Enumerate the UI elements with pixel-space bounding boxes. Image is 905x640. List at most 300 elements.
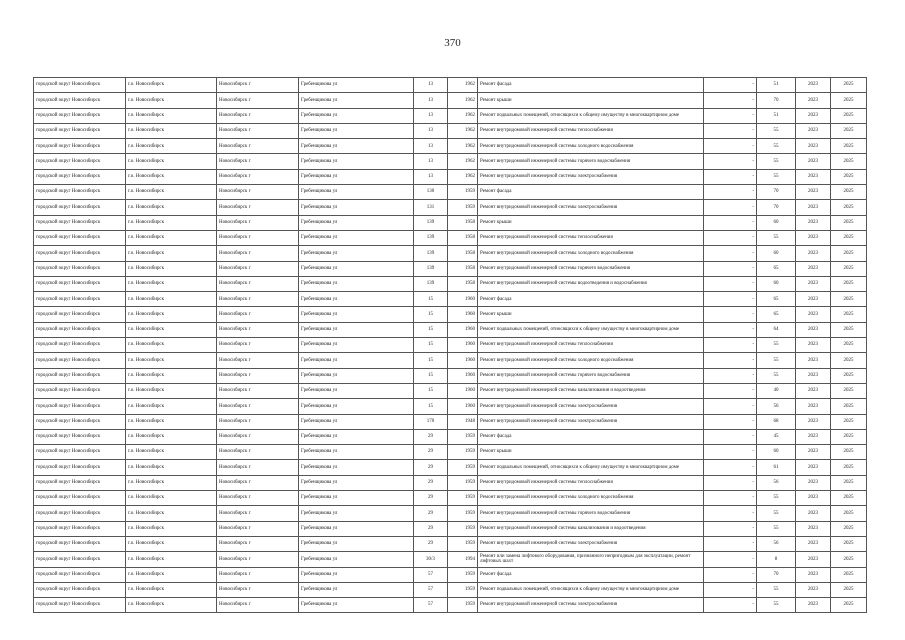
table-row	[34, 353, 867, 368]
go-cell: г.о. Новосибирск	[126, 230, 217, 245]
start-year-cell: 2023	[796, 123, 831, 138]
house-number-cell: 130	[414, 185, 448, 200]
build-year-cell: 1948	[448, 414, 478, 429]
work-type-cell: Ремонт внутридомовой инженерной системы теплоснабжения	[478, 230, 704, 245]
street-cell: Гребенщикова ул	[299, 491, 414, 506]
house-number-cell: 13	[414, 139, 448, 154]
cost-cell: 55	[757, 491, 796, 506]
go-cell: г.о. Новосибирск	[126, 215, 217, 230]
dash-cell: -	[704, 123, 757, 138]
build-year-cell: 1960	[448, 322, 478, 337]
go-cell: г.о. Новосибирск	[126, 506, 217, 521]
cost-cell: 56	[757, 475, 796, 490]
cost-cell: 61	[757, 460, 796, 475]
work-type-cell: Ремонт внутридомовой инженерной системы холодного водоснабжения	[478, 139, 704, 154]
city-cell: Новосибирск г	[217, 261, 299, 276]
house-number-cell: 15	[414, 399, 448, 414]
end-year-cell: 2025	[831, 506, 867, 521]
build-year-cell: 1959	[448, 460, 478, 475]
dash-cell: -	[704, 491, 757, 506]
build-year-cell: 1959	[448, 445, 478, 460]
start-year-cell: 2023	[796, 246, 831, 261]
house-number-cell: 15	[414, 338, 448, 353]
street-cell: Гребенщикова ул	[299, 108, 414, 123]
start-year-cell: 2023	[796, 506, 831, 521]
work-type-cell: Ремонт внутридомовой инженерной системы теплоснабжения	[478, 338, 704, 353]
end-year-cell: 2025	[831, 246, 867, 261]
end-year-cell: 2025	[831, 475, 867, 490]
build-year-cell: 1960	[448, 292, 478, 307]
go-cell: г.о. Новосибирск	[126, 399, 217, 414]
dash-cell: -	[704, 276, 757, 291]
dash-cell: -	[704, 368, 757, 383]
okrug-cell: городской округ Новосибирск	[34, 460, 126, 475]
okrug-cell: городской округ Новосибирск	[34, 414, 126, 429]
okrug-cell: городской округ Новосибирск	[34, 276, 126, 291]
street-cell: Гребенщикова ул	[299, 169, 414, 184]
start-year-cell: 2023	[796, 292, 831, 307]
table-row	[34, 414, 867, 429]
street-cell: Гребенщикова ул	[299, 292, 414, 307]
okrug-cell: городской округ Новосибирск	[34, 429, 126, 444]
dash-cell: -	[704, 460, 757, 475]
street-cell: Гребенщикова ул	[299, 261, 414, 276]
street-cell: Гребенщикова ул	[299, 582, 414, 597]
house-number-cell: 29	[414, 429, 448, 444]
okrug-cell: городской округ Новосибирск	[34, 322, 126, 337]
dash-cell: -	[704, 552, 757, 567]
start-year-cell: 2023	[796, 368, 831, 383]
city-cell: Новосибирск г	[217, 506, 299, 521]
build-year-cell: 1959	[448, 567, 478, 582]
go-cell: г.о. Новосибирск	[126, 246, 217, 261]
cost-cell: 51	[757, 78, 796, 93]
okrug-cell: городской округ Новосибирск	[34, 598, 126, 613]
cost-cell: 55	[757, 368, 796, 383]
street-cell: Гребенщикова ул	[299, 506, 414, 521]
end-year-cell: 2025	[831, 123, 867, 138]
end-year-cell: 2025	[831, 322, 867, 337]
cost-cell: 70	[757, 185, 796, 200]
table-row	[34, 506, 867, 521]
work-type-cell: Ремонт внутридомовой инженерной системы канализования и водоотведения	[478, 383, 704, 398]
table-row	[34, 307, 867, 322]
cost-cell: 64	[757, 322, 796, 337]
street-cell: Гребенщикова ул	[299, 200, 414, 215]
city-cell: Новосибирск г	[217, 429, 299, 444]
dash-cell: -	[704, 399, 757, 414]
go-cell: г.о. Новосибирск	[126, 353, 217, 368]
street-cell: Гребенщикова ул	[299, 215, 414, 230]
work-type-cell: Ремонт фасада	[478, 78, 704, 93]
go-cell: г.о. Новосибирск	[126, 185, 217, 200]
house-number-cell: 15	[414, 292, 448, 307]
work-type-cell: Ремонт подвальных помещений, относящихся к общему имуществу в многоквартирном доме	[478, 322, 704, 337]
house-number-cell: 139	[414, 215, 448, 230]
table-row	[34, 429, 867, 444]
street-cell: Гребенщикова ул	[299, 322, 414, 337]
city-cell: Новосибирск г	[217, 322, 299, 337]
build-year-cell: 1960	[448, 307, 478, 322]
build-year-cell: 1959	[448, 506, 478, 521]
street-cell: Гребенщикова ул	[299, 598, 414, 613]
work-type-cell: Ремонт внутридомовой инженерной системы электроснабжения	[478, 169, 704, 184]
build-year-cell: 1994	[448, 552, 478, 567]
go-cell: г.о. Новосибирск	[126, 383, 217, 398]
dash-cell: -	[704, 506, 757, 521]
end-year-cell: 2025	[831, 261, 867, 276]
street-cell: Гребенщикова ул	[299, 154, 414, 169]
go-cell: г.о. Новосибирск	[126, 521, 217, 536]
dash-cell: -	[704, 383, 757, 398]
end-year-cell: 2025	[831, 185, 867, 200]
cost-cell: 55	[757, 139, 796, 154]
work-type-cell: Ремонт подвальных помещений, относящихся к общему имуществу в многоквартирном доме	[478, 582, 704, 597]
work-type-cell: Ремонт внутридомовой инженерной системы горячего водоснабжения	[478, 261, 704, 276]
build-year-cell: 1959	[448, 536, 478, 551]
house-number-cell: 30/3	[414, 552, 448, 567]
end-year-cell: 2025	[831, 230, 867, 245]
build-year-cell: 1962	[448, 93, 478, 108]
city-cell: Новосибирск г	[217, 215, 299, 230]
start-year-cell: 2023	[796, 154, 831, 169]
okrug-cell: городской округ Новосибирск	[34, 506, 126, 521]
cost-cell: 60	[757, 246, 796, 261]
build-year-cell: 1959	[448, 598, 478, 613]
city-cell: Новосибирск г	[217, 93, 299, 108]
start-year-cell: 2023	[796, 491, 831, 506]
okrug-cell: городской округ Новосибирск	[34, 93, 126, 108]
go-cell: г.о. Новосибирск	[126, 567, 217, 582]
house-number-cell: 57	[414, 582, 448, 597]
table-row	[34, 292, 867, 307]
city-cell: Новосибирск г	[217, 185, 299, 200]
build-year-cell: 1962	[448, 169, 478, 184]
work-type-cell: Ремонт подвальных помещений, относящихся к общему имуществу в многоквартирном доме	[478, 108, 704, 123]
go-cell: г.о. Новосибирск	[126, 78, 217, 93]
dash-cell: -	[704, 445, 757, 460]
okrug-cell: городской округ Новосибирск	[34, 353, 126, 368]
street-cell: Гребенщикова ул	[299, 383, 414, 398]
table-row	[34, 521, 867, 536]
work-type-cell: Ремонт крыши	[478, 445, 704, 460]
okrug-cell: городской округ Новосибирск	[34, 567, 126, 582]
street-cell: Гребенщикова ул	[299, 521, 414, 536]
cost-cell: 68	[757, 414, 796, 429]
start-year-cell: 2023	[796, 276, 831, 291]
end-year-cell: 2025	[831, 383, 867, 398]
end-year-cell: 2025	[831, 521, 867, 536]
city-cell: Новосибирск г	[217, 353, 299, 368]
work-type-cell: Ремонт внутридомовой инженерной системы электроснабжения	[478, 414, 704, 429]
okrug-cell: городской округ Новосибирск	[34, 108, 126, 123]
start-year-cell: 2023	[796, 338, 831, 353]
end-year-cell: 2025	[831, 429, 867, 444]
cost-cell: 55	[757, 169, 796, 184]
okrug-cell: городской округ Новосибирск	[34, 169, 126, 184]
cost-cell: 40	[757, 383, 796, 398]
table-row	[34, 230, 867, 245]
work-type-cell: Ремонт внутридомовой инженерной системы теплоснабжения	[478, 123, 704, 138]
dash-cell: -	[704, 93, 757, 108]
street-cell: Гребенщикова ул	[299, 429, 414, 444]
end-year-cell: 2025	[831, 536, 867, 551]
end-year-cell: 2025	[831, 200, 867, 215]
city-cell: Новосибирск г	[217, 200, 299, 215]
dash-cell: -	[704, 200, 757, 215]
okrug-cell: городской округ Новосибирск	[34, 139, 126, 154]
start-year-cell: 2023	[796, 200, 831, 215]
house-number-cell: 15	[414, 322, 448, 337]
street-cell: Гребенщикова ул	[299, 353, 414, 368]
house-number-cell: 29	[414, 460, 448, 475]
okrug-cell: городской округ Новосибирск	[34, 552, 126, 567]
end-year-cell: 2025	[831, 108, 867, 123]
start-year-cell: 2023	[796, 78, 831, 93]
work-type-cell: Ремонт внутридомовой инженерной системы электроснабжения	[478, 200, 704, 215]
city-cell: Новосибирск г	[217, 521, 299, 536]
table-row	[34, 276, 867, 291]
go-cell: г.о. Новосибирск	[126, 307, 217, 322]
build-year-cell: 1960	[448, 368, 478, 383]
okrug-cell: городской округ Новосибирск	[34, 368, 126, 383]
city-cell: Новосибирск г	[217, 276, 299, 291]
table-row	[34, 399, 867, 414]
cost-cell: 60	[757, 276, 796, 291]
work-type-cell: Ремонт внутридомовой инженерной системы электроснабжения	[478, 598, 704, 613]
start-year-cell: 2023	[796, 399, 831, 414]
build-year-cell: 1959	[448, 475, 478, 490]
go-cell: г.о. Новосибирск	[126, 475, 217, 490]
go-cell: г.о. Новосибирск	[126, 414, 217, 429]
street-cell: Гребенщикова ул	[299, 230, 414, 245]
city-cell: Новосибирск г	[217, 230, 299, 245]
work-type-cell: Ремонт внутридомовой инженерной системы электроснабжения	[478, 399, 704, 414]
end-year-cell: 2025	[831, 276, 867, 291]
street-cell: Гребенщикова ул	[299, 139, 414, 154]
table-row	[34, 552, 867, 567]
dash-cell: -	[704, 307, 757, 322]
dash-cell: -	[704, 292, 757, 307]
dash-cell: -	[704, 567, 757, 582]
work-type-cell: Ремонт крыши	[478, 215, 704, 230]
cost-cell: 65	[757, 307, 796, 322]
go-cell: г.о. Новосибирск	[126, 536, 217, 551]
street-cell: Гребенщикова ул	[299, 368, 414, 383]
street-cell: Гребенщикова ул	[299, 307, 414, 322]
okrug-cell: городской округ Новосибирск	[34, 399, 126, 414]
city-cell: Новосибирск г	[217, 169, 299, 184]
okrug-cell: городской округ Новосибирск	[34, 200, 126, 215]
end-year-cell: 2025	[831, 491, 867, 506]
okrug-cell: городской округ Новосибирск	[34, 78, 126, 93]
cost-cell: 55	[757, 230, 796, 245]
dash-cell: -	[704, 261, 757, 276]
city-cell: Новосибирск г	[217, 598, 299, 613]
okrug-cell: городской округ Новосибирск	[34, 185, 126, 200]
start-year-cell: 2023	[796, 93, 831, 108]
street-cell: Гребенщикова ул	[299, 445, 414, 460]
okrug-cell: городской округ Новосибирск	[34, 261, 126, 276]
city-cell: Новосибирск г	[217, 78, 299, 93]
go-cell: г.о. Новосибирск	[126, 582, 217, 597]
okrug-cell: городской округ Новосибирск	[34, 246, 126, 261]
end-year-cell: 2025	[831, 598, 867, 613]
dash-cell: -	[704, 338, 757, 353]
house-number-cell: 29	[414, 521, 448, 536]
work-type-cell: Ремонт внутридомовой инженерной системы холодного водоснабжения	[478, 491, 704, 506]
end-year-cell: 2025	[831, 139, 867, 154]
house-number-cell: 139	[414, 230, 448, 245]
work-type-cell: Ремонт крыши	[478, 93, 704, 108]
start-year-cell: 2023	[796, 567, 831, 582]
work-type-cell: Ремонт внутридомовой инженерной системы горячего водоснабжения	[478, 368, 704, 383]
cost-cell: 55	[757, 598, 796, 613]
start-year-cell: 2023	[796, 552, 831, 567]
house-number-cell: 13	[414, 78, 448, 93]
go-cell: г.о. Новосибирск	[126, 322, 217, 337]
go-cell: г.о. Новосибирск	[126, 261, 217, 276]
table-row	[34, 93, 867, 108]
cost-cell: 55	[757, 506, 796, 521]
table-row	[34, 598, 867, 613]
city-cell: Новосибирск г	[217, 338, 299, 353]
start-year-cell: 2023	[796, 230, 831, 245]
okrug-cell: городской округ Новосибирск	[34, 445, 126, 460]
street-cell: Гребенщикова ул	[299, 552, 414, 567]
cost-cell: 55	[757, 154, 796, 169]
end-year-cell: 2025	[831, 460, 867, 475]
go-cell: г.о. Новосибирск	[126, 200, 217, 215]
build-year-cell: 1959	[448, 491, 478, 506]
build-year-cell: 1960	[448, 399, 478, 414]
house-number-cell: 29	[414, 445, 448, 460]
go-cell: г.о. Новосибирск	[126, 552, 217, 567]
house-number-cell: 139	[414, 246, 448, 261]
table-row	[34, 246, 867, 261]
city-cell: Новосибирск г	[217, 292, 299, 307]
cost-cell: 56	[757, 536, 796, 551]
dash-cell: -	[704, 353, 757, 368]
table-row	[34, 261, 867, 276]
build-year-cell: 1958	[448, 276, 478, 291]
work-type-cell: Ремонт фасада	[478, 292, 704, 307]
street-cell: Гребенщикова ул	[299, 399, 414, 414]
table-row	[34, 460, 867, 475]
end-year-cell: 2025	[831, 552, 867, 567]
house-number-cell: 13	[414, 93, 448, 108]
go-cell: г.о. Новосибирск	[126, 598, 217, 613]
end-year-cell: 2025	[831, 582, 867, 597]
street-cell: Гребенщикова ул	[299, 276, 414, 291]
start-year-cell: 2023	[796, 353, 831, 368]
go-cell: г.о. Новосибирск	[126, 108, 217, 123]
build-year-cell: 1962	[448, 78, 478, 93]
work-type-cell: Ремонт фасада	[478, 567, 704, 582]
start-year-cell: 2023	[796, 460, 831, 475]
go-cell: г.о. Новосибирск	[126, 491, 217, 506]
cost-cell: 51	[757, 108, 796, 123]
okrug-cell: городской округ Новосибирск	[34, 292, 126, 307]
table-row	[34, 215, 867, 230]
work-type-cell: Ремонт внутридомовой инженерной системы электроснабжения	[478, 536, 704, 551]
start-year-cell: 2023	[796, 414, 831, 429]
go-cell: г.о. Новосибирск	[126, 429, 217, 444]
start-year-cell: 2023	[796, 139, 831, 154]
dash-cell: -	[704, 185, 757, 200]
house-number-cell: 13	[414, 123, 448, 138]
start-year-cell: 2023	[796, 582, 831, 597]
street-cell: Гребенщикова ул	[299, 185, 414, 200]
okrug-cell: городской округ Новосибирск	[34, 521, 126, 536]
table-row	[34, 491, 867, 506]
table-row	[34, 322, 867, 337]
city-cell: Новосибирск г	[217, 399, 299, 414]
go-cell: г.о. Новосибирск	[126, 460, 217, 475]
go-cell: г.о. Новосибирск	[126, 292, 217, 307]
cost-cell: 55	[757, 353, 796, 368]
okrug-cell: городской округ Новосибирск	[34, 536, 126, 551]
house-number-cell: 13	[414, 108, 448, 123]
okrug-cell: городской округ Новосибирск	[34, 215, 126, 230]
dash-cell: -	[704, 246, 757, 261]
street-cell: Гребенщикова ул	[299, 414, 414, 429]
city-cell: Новосибирск г	[217, 491, 299, 506]
okrug-cell: городской округ Новосибирск	[34, 123, 126, 138]
start-year-cell: 2023	[796, 185, 831, 200]
cost-cell: 55	[757, 338, 796, 353]
start-year-cell: 2023	[796, 475, 831, 490]
city-cell: Новосибирск г	[217, 414, 299, 429]
house-number-cell: 15	[414, 307, 448, 322]
work-type-cell: Ремонт или замена лифтового оборудования, признанного непригодным для эксплуатации, ремонт лифтовых шахт	[478, 552, 704, 567]
dash-cell: -	[704, 582, 757, 597]
work-type-cell: Ремонт фасада	[478, 185, 704, 200]
city-cell: Новосибирск г	[217, 536, 299, 551]
build-year-cell: 1962	[448, 123, 478, 138]
start-year-cell: 2023	[796, 307, 831, 322]
cost-cell: 65	[757, 261, 796, 276]
work-type-cell: Ремонт внутридомовой инженерной системы холодного водоснабжения	[478, 353, 704, 368]
work-type-cell: Ремонт внутридомовой инженерной системы горячего водоснабжения	[478, 154, 704, 169]
table-row	[34, 123, 867, 138]
end-year-cell: 2025	[831, 292, 867, 307]
start-year-cell: 2023	[796, 383, 831, 398]
dash-cell: -	[704, 414, 757, 429]
cost-cell: 70	[757, 200, 796, 215]
go-cell: г.о. Новосибирск	[126, 123, 217, 138]
cost-cell: 55	[757, 521, 796, 536]
city-cell: Новосибирск г	[217, 307, 299, 322]
end-year-cell: 2025	[831, 445, 867, 460]
build-year-cell: 1958	[448, 230, 478, 245]
end-year-cell: 2025	[831, 353, 867, 368]
work-type-cell: Ремонт внутридомовой инженерной системы канализования и водоотведения	[478, 521, 704, 536]
street-cell: Гребенщикова ул	[299, 536, 414, 551]
table-row	[34, 368, 867, 383]
cost-cell: 8	[757, 552, 796, 567]
cost-cell: 56	[757, 399, 796, 414]
start-year-cell: 2023	[796, 521, 831, 536]
build-year-cell: 1958	[448, 215, 478, 230]
build-year-cell: 1962	[448, 108, 478, 123]
dash-cell: -	[704, 598, 757, 613]
okrug-cell: городской округ Новосибирск	[34, 475, 126, 490]
cost-cell: 55	[757, 123, 796, 138]
work-type-cell: Ремонт внутридомовой инженерной системы холодного водоснабжения	[478, 246, 704, 261]
table-row	[34, 185, 867, 200]
city-cell: Новосибирск г	[217, 154, 299, 169]
